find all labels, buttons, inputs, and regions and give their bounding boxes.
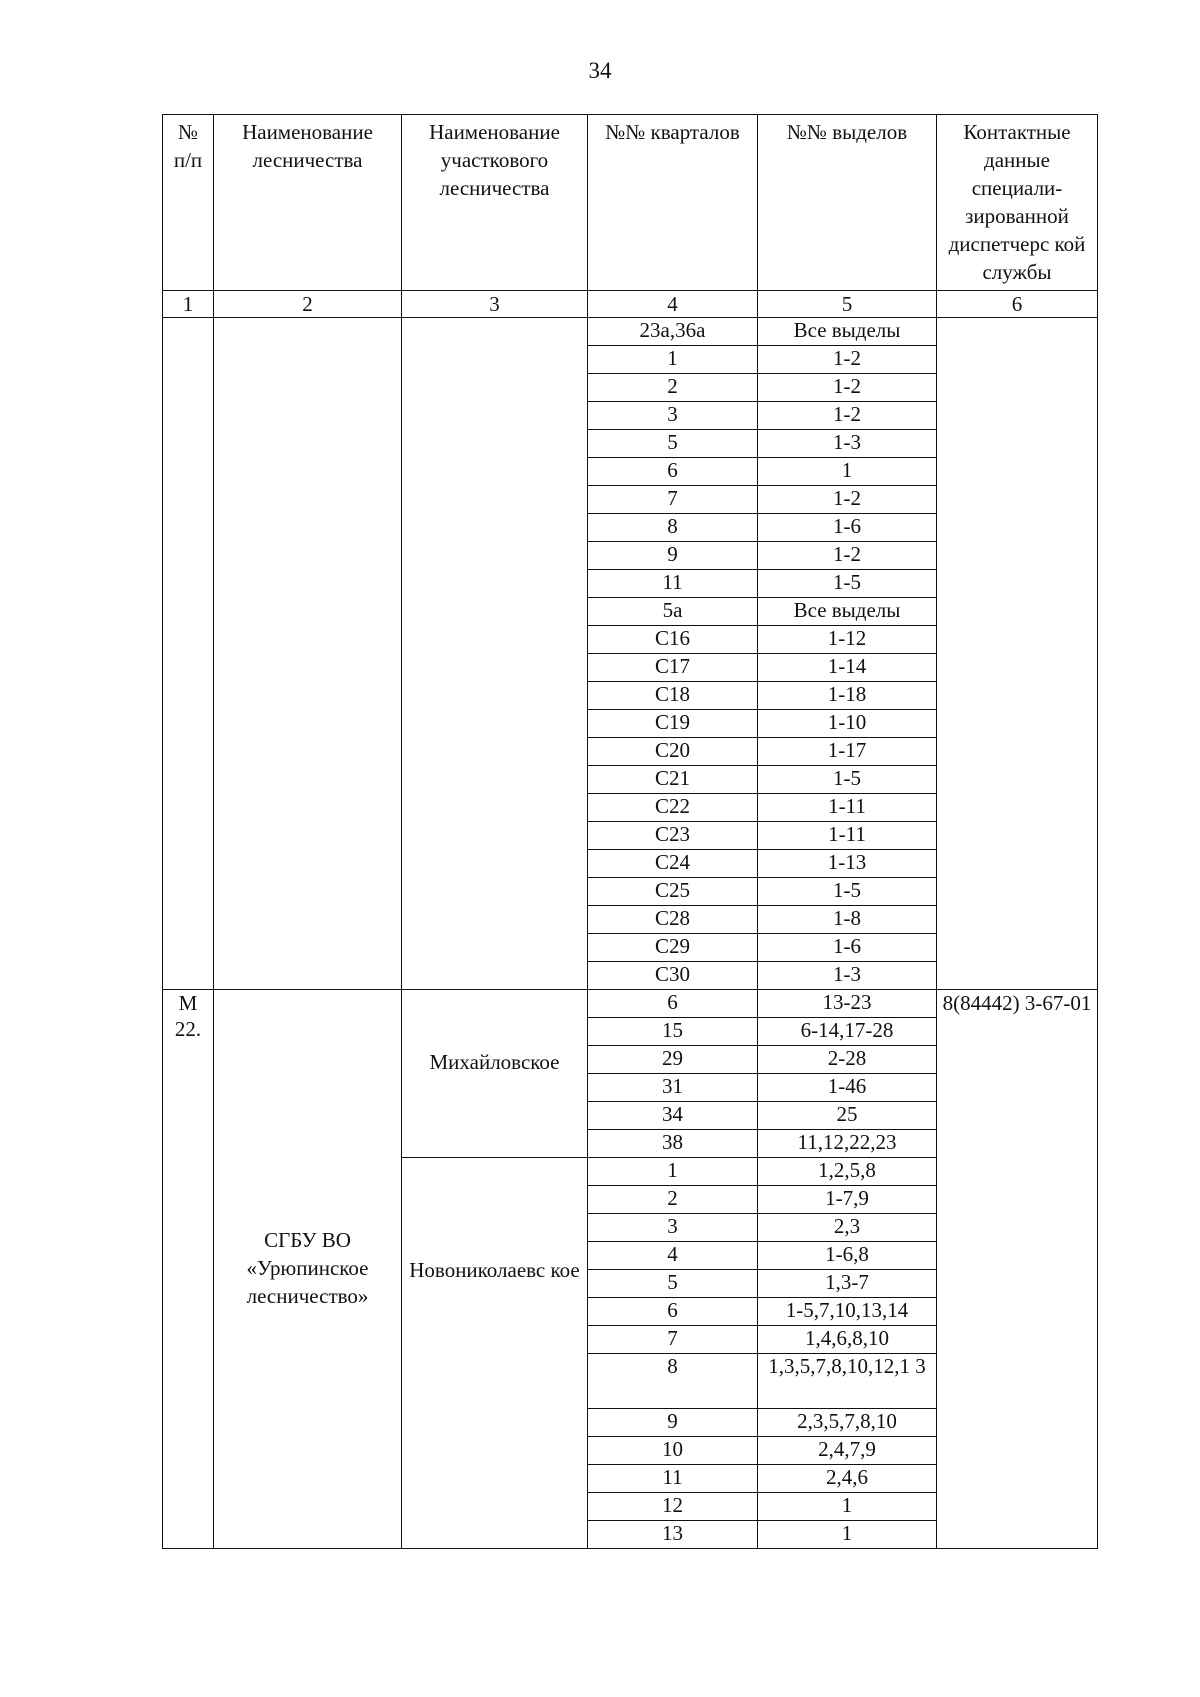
contact-cell: 8(84442) 3-67-01: [937, 990, 1098, 1549]
allotment-cell: 1-3: [758, 962, 937, 990]
allotment-cell: 1-3: [758, 430, 937, 458]
allotment-cell: 25: [758, 1102, 937, 1130]
allotment-cell: 1-46: [758, 1074, 937, 1102]
quarter-cell: 23а,36а: [588, 318, 758, 346]
quarter-cell: С16: [588, 626, 758, 654]
quarter-cell: 4: [588, 1242, 758, 1270]
allotment-cell: 1-5,7,10,13,14: [758, 1298, 937, 1326]
subforestry-name-cell: Михайловское: [402, 990, 588, 1158]
quarter-cell: С30: [588, 962, 758, 990]
allotment-cell: 1-2: [758, 402, 937, 430]
column-number: 5: [758, 291, 937, 318]
blank-contact-cell: [937, 318, 1098, 990]
quarter-cell: 8: [588, 1354, 758, 1409]
allotment-cell: 1-5: [758, 878, 937, 906]
allotment-cell: 1-11: [758, 794, 937, 822]
quarter-cell: С24: [588, 850, 758, 878]
blank-subforestry-cell: [402, 318, 588, 990]
allotment-cell: 13-23: [758, 990, 937, 1018]
allotment-cell: 2,3,5,7,8,10: [758, 1409, 937, 1437]
allotment-cell: 1-17: [758, 738, 937, 766]
quarter-cell: 6: [588, 458, 758, 486]
quarter-cell: 2: [588, 374, 758, 402]
page-number: 34: [588, 58, 612, 83]
quarter-cell: 5: [588, 430, 758, 458]
allotment-cell: 1-2: [758, 346, 937, 374]
quarter-cell: 5а: [588, 598, 758, 626]
quarter-cell: 34: [588, 1102, 758, 1130]
allotment-cell: 2,4,7,9: [758, 1437, 937, 1465]
quarter-cell: 1: [588, 1158, 758, 1186]
allotment-cell: 1-14: [758, 654, 937, 682]
blank-forestry-cell: [214, 318, 402, 990]
quarter-cell: 7: [588, 1326, 758, 1354]
quarter-cell: 6: [588, 1298, 758, 1326]
forestry-name-cell: СГБУ ВО «Урюпинское лесничество»: [214, 990, 402, 1549]
allotment-cell: 1-6: [758, 514, 937, 542]
header-row-number: № п/п: [163, 115, 214, 291]
quarter-cell: 3: [588, 402, 758, 430]
quarter-cell: С21: [588, 766, 758, 794]
allotment-cell: 1: [758, 1493, 937, 1521]
allotment-cell: 1-2: [758, 374, 937, 402]
allotment-cell: 1-6,8: [758, 1242, 937, 1270]
forestry-table: [162, 114, 1098, 1549]
column-number-row: [163, 291, 1098, 318]
quarter-cell: С19: [588, 710, 758, 738]
quarter-cell: 11: [588, 570, 758, 598]
quarter-cell: С20: [588, 738, 758, 766]
quarter-cell: 10: [588, 1437, 758, 1465]
table-row: [163, 318, 1098, 346]
quarter-cell: С28: [588, 906, 758, 934]
allotment-cell: 1-6: [758, 934, 937, 962]
quarter-cell: 31: [588, 1074, 758, 1102]
header-forestry-name: Наименование лесничества: [214, 115, 402, 291]
quarter-cell: С22: [588, 794, 758, 822]
column-number: 1: [163, 291, 214, 318]
allotment-cell: 1,3-7: [758, 1270, 937, 1298]
quarter-cell: 38: [588, 1130, 758, 1158]
allotment-cell: 6-14,17-28: [758, 1018, 937, 1046]
entry-number-cell: М 22.: [163, 990, 214, 1549]
blank-row-number-cell: [163, 318, 214, 990]
quarter-cell: С23: [588, 822, 758, 850]
allotment-cell: 2-28: [758, 1046, 937, 1074]
quarter-cell: С18: [588, 682, 758, 710]
column-number: 6: [937, 291, 1098, 318]
quarter-cell: 3: [588, 1214, 758, 1242]
allotment-cell: 2,4,6: [758, 1465, 937, 1493]
quarter-cell: 2: [588, 1186, 758, 1214]
header-contacts: Контактные данные специали-зированной диспетчерс кой службы: [937, 115, 1098, 291]
column-number: 2: [214, 291, 402, 318]
allotment-cell: 1-12: [758, 626, 937, 654]
header-allotments: №№ выделов: [758, 115, 937, 291]
quarter-cell: 12: [588, 1493, 758, 1521]
quarter-cell: 6: [588, 990, 758, 1018]
quarter-cell: С17: [588, 654, 758, 682]
allotment-cell: 1: [758, 1521, 937, 1549]
subforestry-name-cell: Новониколаевс кое: [402, 1158, 588, 1549]
allotment-cell: 1-5: [758, 570, 937, 598]
allotment-cell: Все выделы: [758, 318, 937, 346]
quarter-cell: 8: [588, 514, 758, 542]
header-quarters: №№ кварталов: [588, 115, 758, 291]
header-subforestry-name: Наименование участкового лесничества: [402, 115, 588, 291]
allotment-cell: 1: [758, 458, 937, 486]
quarter-cell: 29: [588, 1046, 758, 1074]
allotment-cell: 1-7,9: [758, 1186, 937, 1214]
allotment-cell: 1-8: [758, 906, 937, 934]
allotment-cell: 1-2: [758, 486, 937, 514]
quarter-cell: С29: [588, 934, 758, 962]
quarter-cell: 7: [588, 486, 758, 514]
quarter-cell: 15: [588, 1018, 758, 1046]
quarter-cell: С25: [588, 878, 758, 906]
allotment-cell: 11,12,22,23: [758, 1130, 937, 1158]
allotment-cell: 1-13: [758, 850, 937, 878]
quarter-cell: 5: [588, 1270, 758, 1298]
allotment-cell: Все выделы: [758, 598, 937, 626]
allotment-cell: 1,3,5,7,8,10,12,1 3: [758, 1354, 937, 1409]
quarter-cell: 13: [588, 1521, 758, 1549]
allotment-cell: 2,3: [758, 1214, 937, 1242]
table-body: [163, 318, 1098, 1549]
column-number: 4: [588, 291, 758, 318]
allotment-cell: 1,2,5,8: [758, 1158, 937, 1186]
quarter-cell: 1: [588, 346, 758, 374]
allotment-cell: 1-11: [758, 822, 937, 850]
quarter-cell: 11: [588, 1465, 758, 1493]
column-number: 3: [402, 291, 588, 318]
allotment-cell: 1-5: [758, 766, 937, 794]
header-row: [163, 115, 1098, 291]
allotment-cell: 1,4,6,8,10: [758, 1326, 937, 1354]
quarter-cell: 9: [588, 1409, 758, 1437]
table-row: [163, 990, 1098, 1018]
quarter-cell: 9: [588, 542, 758, 570]
allotment-cell: 1-18: [758, 682, 937, 710]
allotment-cell: 1-2: [758, 542, 937, 570]
allotment-cell: 1-10: [758, 710, 937, 738]
